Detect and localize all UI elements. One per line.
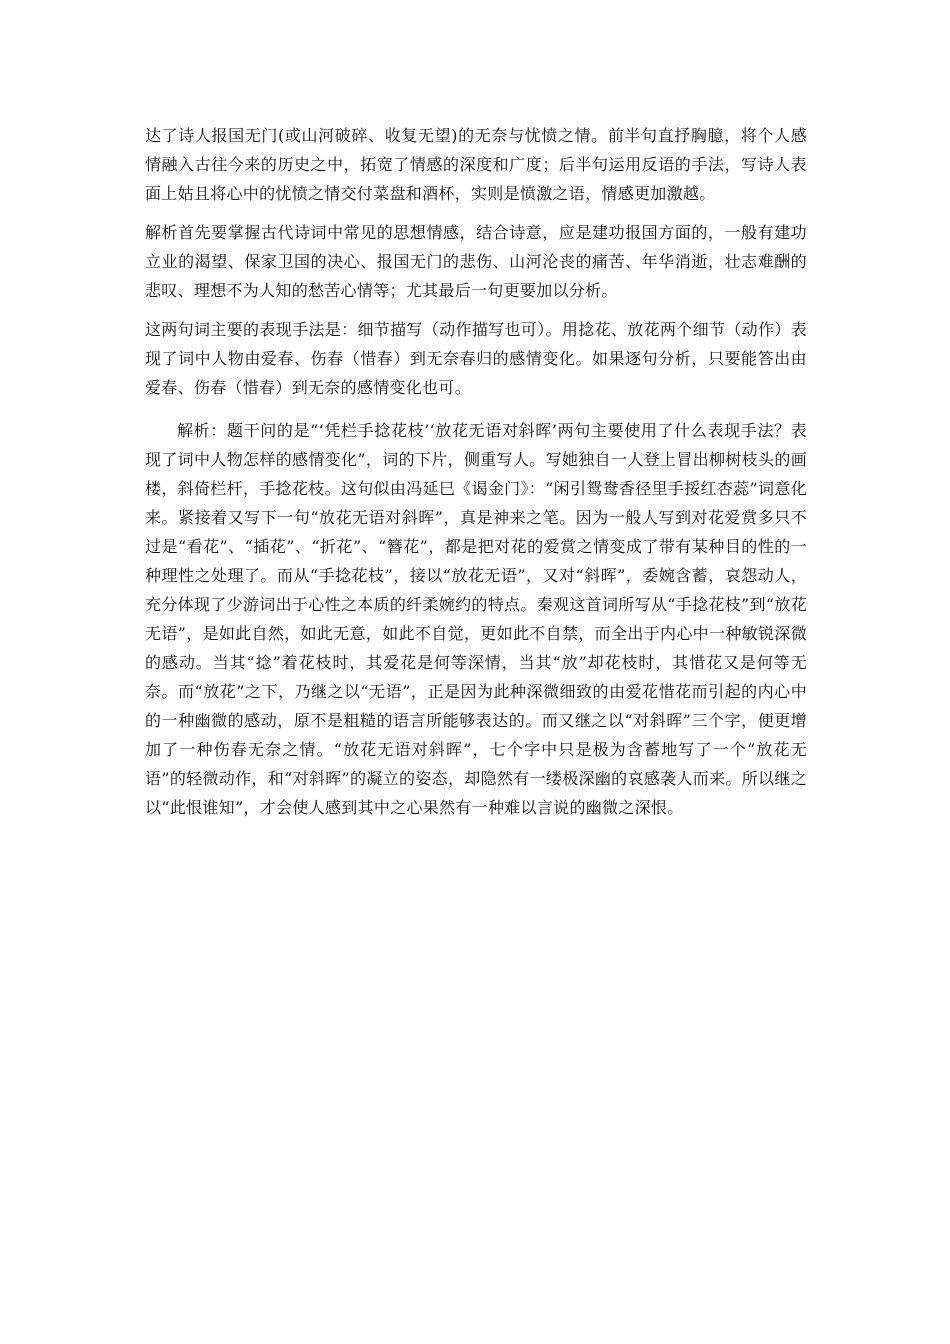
- paragraph-1: 达了诗人报国无门(或山河破碎、收复无望)的无奈与忧愤之情。前半句直抒胸臆，将个人感情融入古往今来的历史之中，拓宽了情感的深度和广度；后半句运用反语的手法，写诗人表面上姑且将心中的忧愤之情交付菜盘和酒杯，实则是愤激之语，情感更加激越。: [145, 126, 807, 203]
- document-body: [145, 121, 807, 822]
- paragraph-4: 解析：题干问的是“‘凭栏手捻花枝’‘放花无语对斜晖’两句主要使用了什么表现手法？表现了词中人物怎样的感情变化”，词的下片，侧重写人。写她独自一人登上冒出柳树枝头的画楼，斜倚栏杆，手捻花枝。这句似由冯延巳《谒金门》：“闲引鸳鸯香径里手挼红杏蕊”词意化来。紧接着又写下一句“放花无语对斜晖”，真是神来之笔。因为一般人写到对花爱赏多只不过是“看花”、“插花”、“折花”、“簪花”，都是把对花的爱赏之情变成了带有某种目的性的一种理性之处理了。而从“手捻花枝”，接以“放花无语”，又对“斜晖”，委婉含蓄，哀怨动人，充分体现了少游词出于心性之本质的纤柔婉约的特点。秦观这首词所写从“手捻花枝”到“放花无语”，是如此自然，如此无意，如此不自觉，更如此不自禁，而全出于内心中一种敏锐深微的感动。当其“捻”着花枝时，其爱花是何等深情，当其“放”却花枝时，其惜花又是何等无奈。而“放花”之下，乃继之以“无语”，正是因为此种深微细致的由爱花惜花而引起的内心中的一种幽微的感动，原不是粗糙的语言所能够表达的。而又继之以“对斜晖”三个字，便更增加了一种伤春无奈之情。“放花无语对斜晖”，七个字中只是极为含蓄地写了一个“放花无语”的轻微动作，和“对斜晖”的凝立的姿态，却隐然有一缕极深幽的哀感袭人而来。所以继之以“此恨谁知”，才会使人感到其中之心果然有一种难以言说的幽微之深恨。: [145, 421, 807, 817]
- paragraph-3: 这两句词主要的表现手法是：细节描写（动作描写也可）。用捻花、放花两个细节（动作）表现了词中人物由爱春、伤春（惜春）到无奈春归的感情变化。如果逐句分析，只要能答出由爱春、伤春（惜春）到无奈的感情变化也可。: [145, 320, 807, 397]
- paragraph-2: 解析首先要掌握古代诗词中常见的思想情感，结合诗意，应是建功报国方面的，一般有建功立业的渴望、保家卫国的决心、报国无门的悲伤、山河沦丧的痛苦、年华消逝，壮志难酬的悲叹、理想不为人知的愁苦心情等；尤其最后一句更要加以分析。: [145, 223, 807, 300]
